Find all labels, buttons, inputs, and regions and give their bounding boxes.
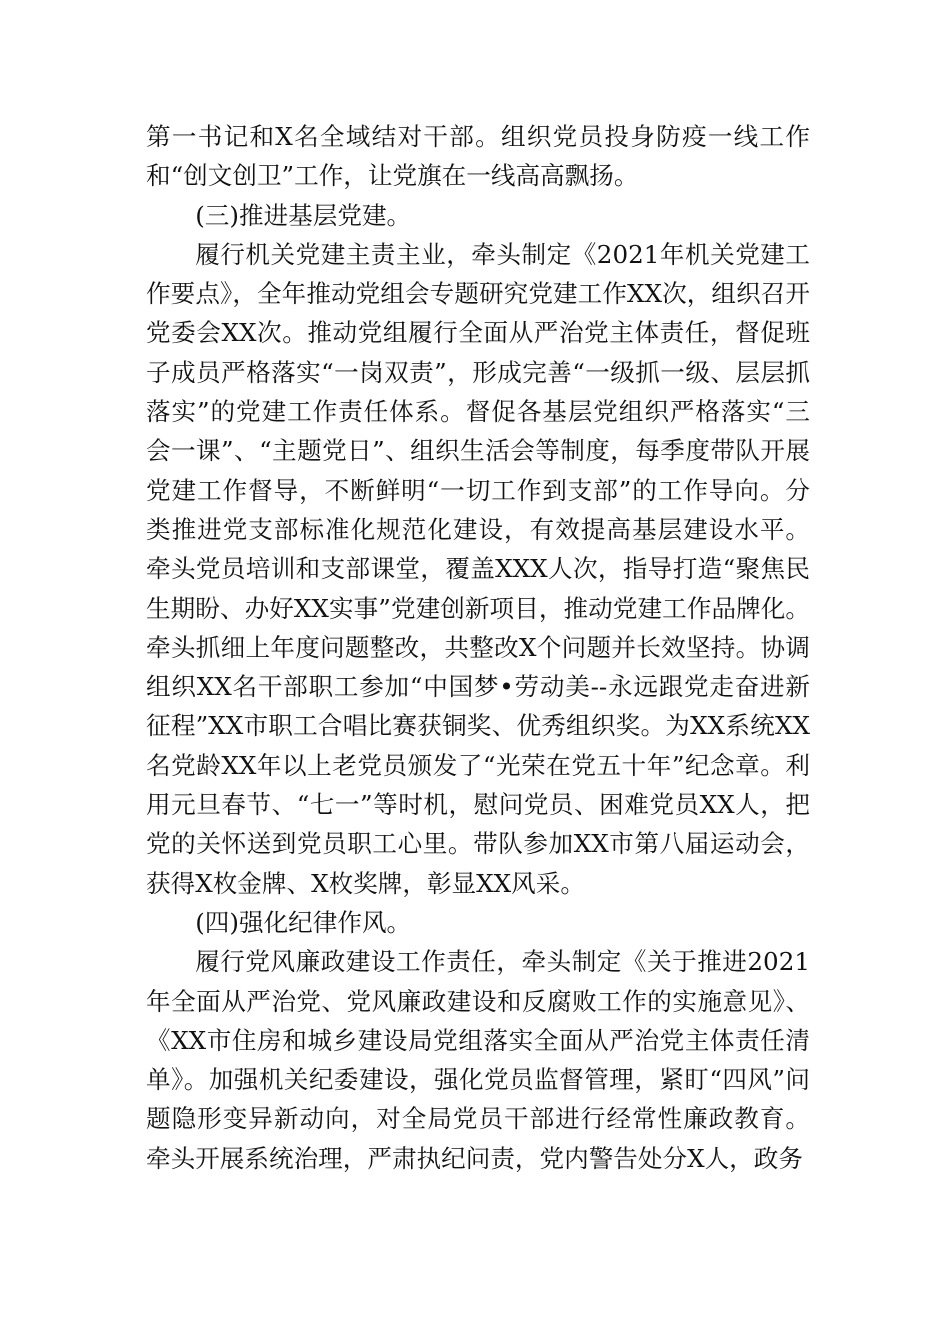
paragraph-discipline: 履行党风廉政建设工作责任，牵头制定《关于推进2021年全面从严治党、党风廉政建设和反腐败工作的实施意见》、《XX市住房和城乡建设局党组落实全面从严治党主体责任清单》。加强机关纪委建设，强化党员监督管理，紧盯“四风”问题隐形变异新动向，对全局党员干部进行经常性廉政教育。牵头开展系统治理，严肃执纪问责，党内警告处分X人，政务 <box>146 947 810 1173</box>
paragraph-party-building: 履行机关党建主责主业，牵头制定《2021年机关党建工作要点》，全年推动党组会专题研究党建工作XX次，组织召开党委会XX次。推动党组履行全面从严治党主体责任，督促班子成员严格落实“一岗双责”，形成完善“一级抓一级、层层抓落实”的党建工作责任体系。督促各基层党组织严格落实“三会一课”、“主题党日”、组织生活会等制度，每季度带队开展党建工作督导，不断鲜明“一切工作到支部”的工作导向。分类推进党支部标准化规范化建设，有效提高基层建设水平。牵头党员培训和支部课堂，覆盖XXX人次，指导打造“聚焦民生期盼、办好XX实事”党建创新项目，推动党建工作品牌化。牵头抓细上年度问题整改，共整改X个问题并长效坚持。协调组织XX名干部职工参加“中国梦•劳动美--永远跟党走奋进新征程”XX市职工合唱比赛获铜奖、优秀组织奖。为XX系统XX名党龄XX年以上老党员颁发了“光荣在党五十年”纪念章。利用元旦春节、“七一”等时机，慰问党员、困难党员XX人，把党的关怀送到党员职工心里。带队参加XX市第八届运动会，获得X枚金牌、X枚奖牌，彰显XX风采。 <box>146 239 810 898</box>
document-body <box>146 117 810 1178</box>
paragraph-continuation: 第一书记和X名全域结对干部。组织党员投身防疫一线工作和“创文创卫”工作，让党旗在一线高高飘扬。 <box>146 122 810 191</box>
section-heading-3: (三)推进基层党建。 <box>195 200 412 230</box>
section-heading-4: (四)强化纪律作风。 <box>195 907 412 937</box>
